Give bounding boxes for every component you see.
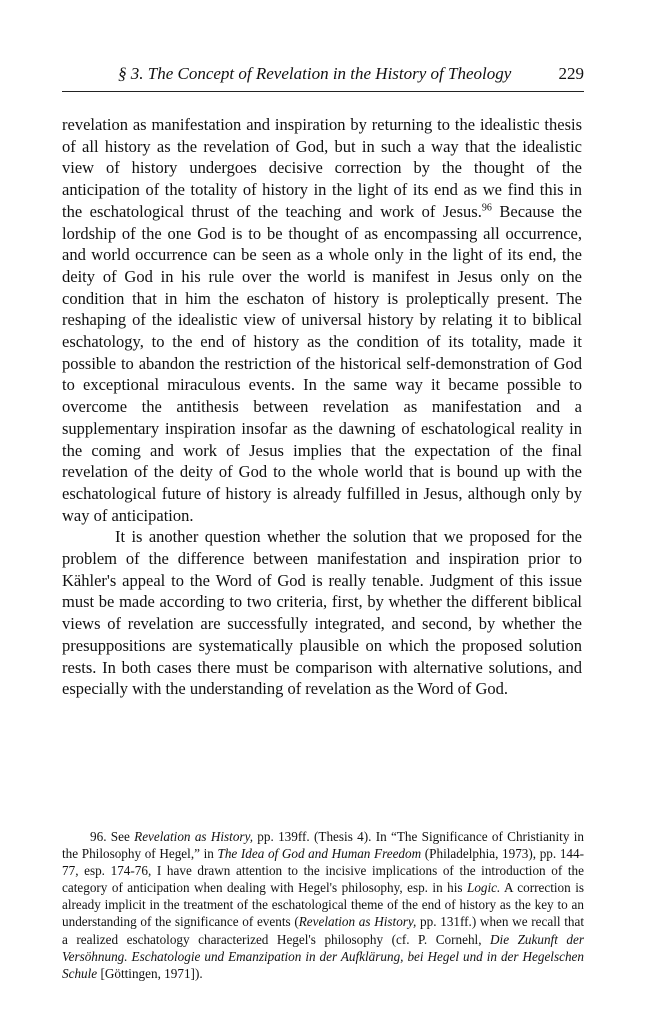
footnote-title-italic: The Idea of God and Human Freedom xyxy=(217,846,422,862)
footnote-title-italic: Die Zukunft der Versöhnung. Eschatologie und Emanzipation in der Aufklärung, bei Hegel und in der Hegelschen Schule xyxy=(62,931,584,981)
footnote-title-italic: Revelation as History, xyxy=(298,914,417,930)
header-rule xyxy=(62,91,584,92)
footnote-reference-96[interactable]: 96 xyxy=(481,202,492,214)
footnote-segment: See xyxy=(110,829,135,844)
footnote-segment: A correction is already implicit in the treatment of the eschatological theme of the end of history as the key to an understanding of the significance of events ( xyxy=(62,880,584,930)
footnote-segment: pp. 139ff. (Thesis 4). In “The Significance of Christianity in the Philosophy of Hegel,” in xyxy=(62,829,585,862)
paragraph-2: It is another question whether the solution that we proposed for the problem of the difference between manifestation and inspiration prior to Kähler's appeal to the Word of God is really tenable. Judgment of this issue must be made according to two criteria, first, by whether the different biblical views of revelation are successfully integrated, and second, by whether the presuppositions are systematically plausible on which the proposed solution rests. In both cases there must be comparison with alternative solutions, and especially with the understanding of revelation as the Word of God. xyxy=(62,527,582,699)
footnote-number: 96. xyxy=(90,829,107,844)
running-head xyxy=(62,62,584,86)
main-text xyxy=(62,114,582,700)
footnote-segment: [Göttingen, 1971]). xyxy=(97,965,203,981)
paragraph-1-part-a: revelation as manifestation and inspiration by returning to the idealistic thesis of all history as the revelation of God, but in such a way that the idealistic view of history undergoes decisive correction by the thought of the anticipation of the totality of history in the light of its end as we find this in the eschatological thrust of the teaching and work of Jesus. xyxy=(62,115,582,221)
running-title: § 3. The Concept of Revelation in the History of Theology xyxy=(118,64,512,83)
paragraph-1 xyxy=(62,114,582,526)
page-number: 229 xyxy=(558,64,584,83)
footnote-text xyxy=(62,828,584,982)
footnote-96 xyxy=(62,828,584,982)
footnote-title-italic: Revelation as History, xyxy=(134,829,253,844)
paragraph-1-part-b: Because the lordship of the one God is to be thought of as encompassing all occurrence, and world occurrence can be seen as a whole only in the light of its end, the deity of God in his rule over the world is manifest in Jesus only on the condition that in him the eschaton of history is proleptically present. The reshaping of the idealistic view of universal history by relating it to biblical eschatology, to the end of history as the condition of its totality, made it possible to abandon the restriction of the historical self-demonstration of God to exceptional miraculous events. In the same way it became possible to overcome the antithesis between revelation as manifestation and a supplementary inspiration insofar as the dawning of eschatological reality in the coming and work of Jesus implies that the expectation of the final revelation of the deity of God to the whole world that is bound up with the eschatological future of history is already fulfilled in Jesus, although only by way of anticipation. xyxy=(62,201,582,525)
footnote-segment: pp. 131ff.) when we recall that a realized eschatology characterized Hegel's philosophy (cf. P. Cornehl, xyxy=(62,914,584,947)
footnote-title-italic: Logic. xyxy=(466,880,501,896)
footnote-segment: (Philadelphia, 1973), pp. 144-77, esp. 174-76, I have drawn attention to the incisive implications of the introduction of the category of anticipation when dealing with Hegel's philosophy, esp. in his xyxy=(62,846,584,896)
